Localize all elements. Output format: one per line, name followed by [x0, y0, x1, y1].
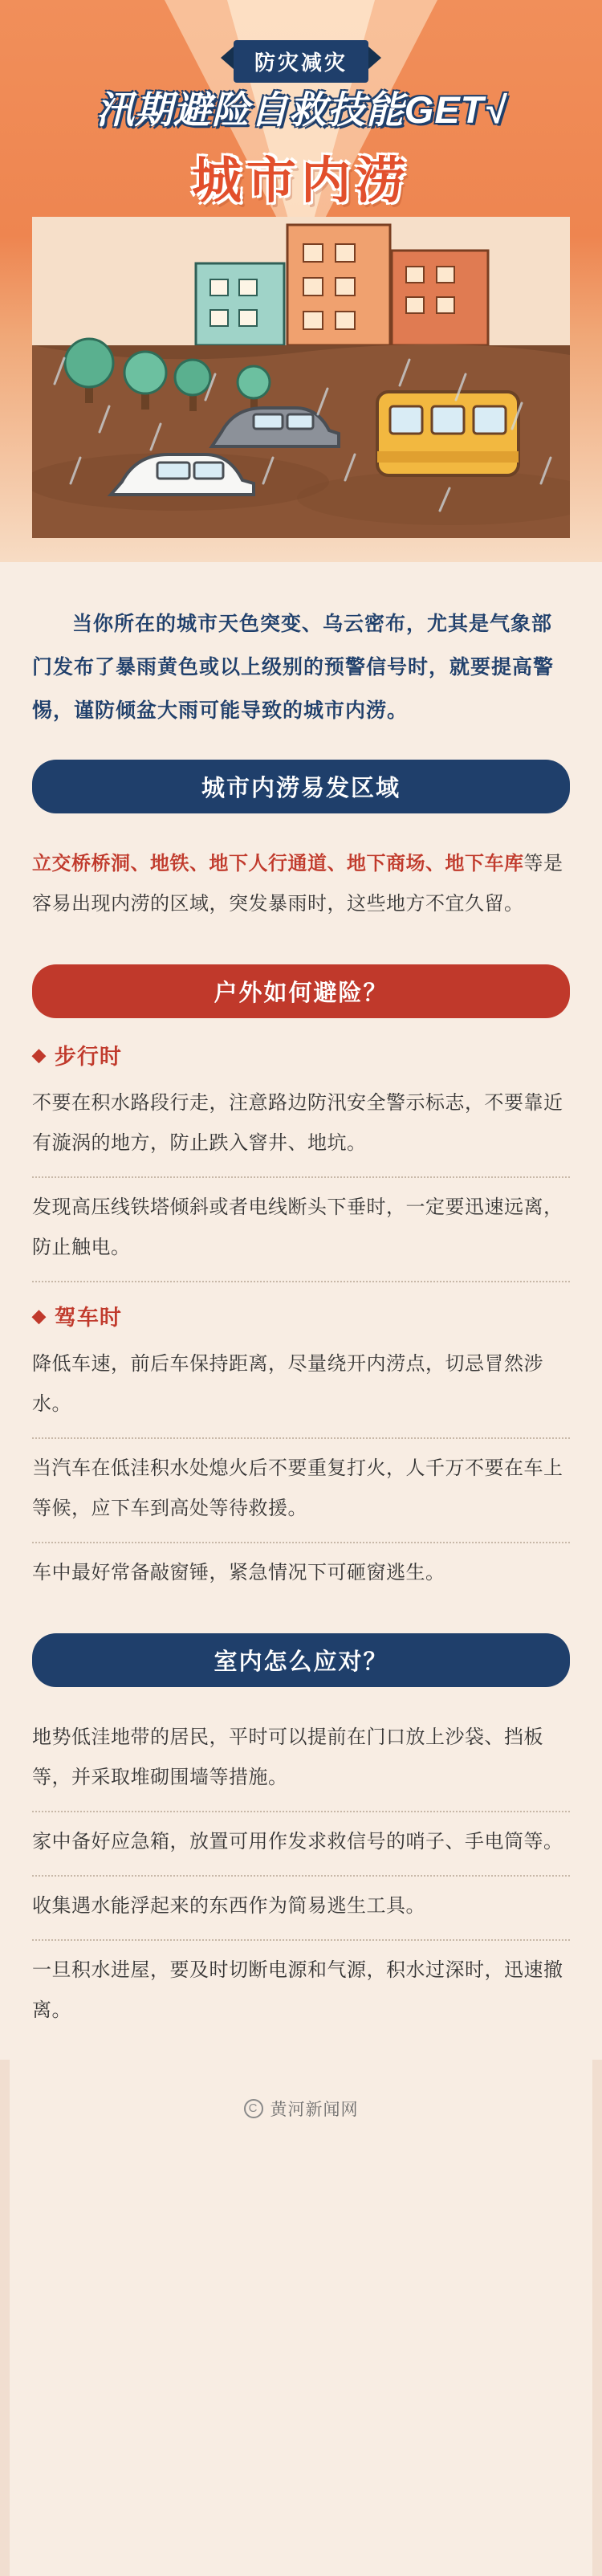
page-subtitle: 城市内涝 — [191, 153, 410, 209]
outdoor-paragraph-2: 发现高压线铁塔倾斜或者电线断头下垂时，一定要迅速远离，防止触电。 — [32, 1178, 570, 1282]
indoor-paragraph-3: 收集遇水能浮起来的东西作为简易逃生工具。 — [32, 1877, 570, 1941]
flood-prone-areas-rest: 等是容易出现内涝的区域，突发暴雨时，这些地方不宜久留。 — [32, 853, 563, 915]
outdoor-paragraph-5: 车中最好常备敲窗锤，紧急情况下可砸窗逃生。 — [32, 1562, 445, 1584]
outdoor-paragraph-4: 当汽车在低洼积水处熄火后不要重复打火，人千万不要在车上等候，应下车到高处等待救援。 — [32, 1439, 570, 1543]
article-content — [0, 562, 602, 2060]
diamond-icon: ◆ — [32, 1044, 47, 1065]
city-flood-illustration — [32, 217, 570, 538]
outdoor-paragraph-1: 不要在积水路段行走，注意路边防汛安全警示标志，不要靠近有漩涡的地方，防止跌入窨井、地坑。 — [32, 1074, 570, 1178]
diamond-icon: ◆ — [32, 1305, 47, 1326]
outdoor-paragraph-3: 降低车速，前后车保持距离，尽量绕开内涝点，切忌冒然涉水。 — [32, 1335, 570, 1439]
flood-prone-areas-paragraph — [32, 834, 570, 937]
section-head-outdoor-safety: 户外如何避险？ — [32, 964, 570, 1018]
subhead-driving-label: 驾车时 — [54, 1306, 122, 1330]
indoor-paragraph-2: 家中备好应急箱，放置可用作发求救信号的哨子、手电筒等。 — [32, 1812, 570, 1877]
intro-paragraph: 当你所在的城市天色突变、乌云密布，尤其是气象部门发布了暴雨黄色或以上级别的预警信号时，就要提高警惕，谨防倾盆大雨可能导致的城市内涝。 — [32, 613, 555, 722]
indoor-paragraph-1: 地势低洼地带的居民，平时可以提前在门口放上沙袋、挡板等，并采取堆砌围墙等措施。 — [32, 1708, 570, 1812]
ribbon-badge: 防灾减灾 — [234, 40, 368, 83]
section-head-flood-prone-areas: 城市内涝易发区域 — [32, 760, 570, 813]
subhead-on-foot-label: 步行时 — [54, 1045, 122, 1069]
page-title: 汛期避险自救技能GET√ — [96, 88, 506, 131]
bus-shape — [377, 392, 519, 475]
flood-prone-areas-highlight: 立交桥桥洞、地铁、地下人行通道、地下商场、地下车库 — [32, 853, 524, 874]
section-head-indoor-response: 室内怎么应对？ — [32, 1633, 570, 1687]
header-banner — [0, 0, 602, 562]
subhead-driving — [32, 1300, 570, 1331]
subhead-on-foot — [32, 1039, 570, 1070]
footer-source-label: 黄河新闻网 — [270, 2101, 359, 2119]
indoor-paragraph-4: 一旦积水进屋，要及时切断电源和气源，积水过深时，迅速撤离。 — [32, 1959, 563, 2021]
footer-source — [0, 2060, 602, 2153]
copyright-icon: C — [244, 2099, 263, 2118]
